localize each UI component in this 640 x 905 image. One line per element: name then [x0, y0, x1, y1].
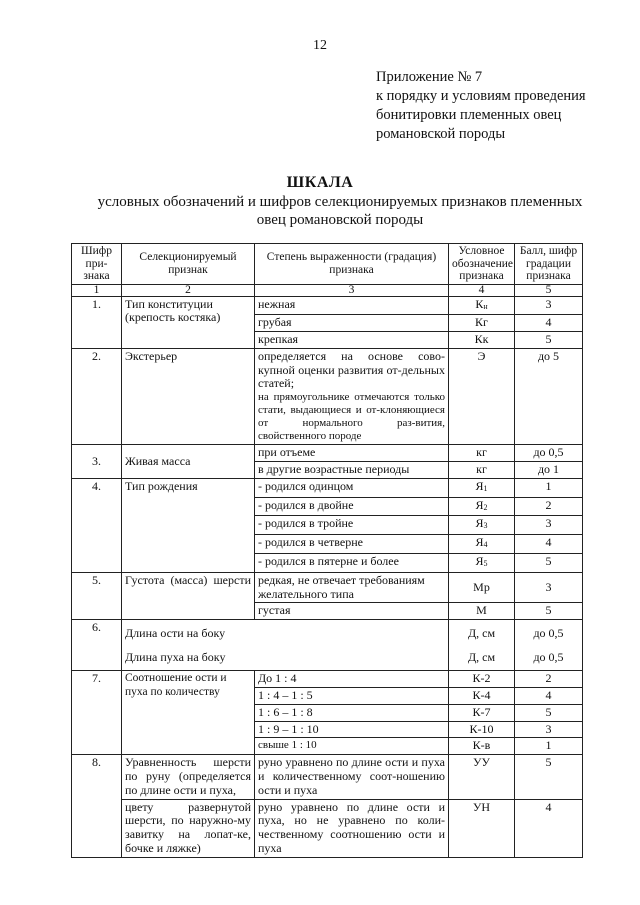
symbol-letter: К [475, 296, 484, 311]
row-symbol: Кк [449, 332, 515, 349]
column-number-row [72, 284, 583, 296]
row-trait: Живая масса [122, 445, 255, 479]
row-degree: редкая, не отвечает требованиям желательного типа [255, 572, 449, 603]
degree-text: на прямоугольнике отмечаются только стати, выдающиеся и от-клоняющиеся от нормального раз-вития, свойственного породе [258, 391, 445, 443]
subtitle-line: условных обозначений и шифров селекционируемых признаков племенных [97, 194, 583, 210]
row-degree: - родился одинцом [255, 478, 449, 497]
row-trait: Тип конституции (крепость костяка) [122, 296, 255, 348]
row-degree: при отъеме [255, 445, 449, 462]
row-score: 5 [515, 755, 583, 799]
symbol-letter: Я [475, 497, 484, 512]
score-text: до 0,5 [533, 650, 564, 665]
row-code: 8. [72, 755, 122, 858]
row-degree: 1 : 6 – 1 : 8 [255, 704, 449, 721]
score-text: до 0,5 [533, 626, 564, 641]
symbol-text: Д, см [467, 650, 496, 665]
row-degree: грубая [255, 315, 449, 332]
row-score: 5 [515, 332, 583, 349]
row-symbol: УУ [449, 755, 515, 799]
row-symbol: К-в [449, 738, 515, 755]
appendix-line: к порядку и условиям проведения [376, 88, 586, 104]
column-number: 4 [449, 284, 515, 296]
symbol-subscript: 1 [483, 483, 488, 493]
row-degree: До 1 : 4 [255, 671, 449, 688]
header-degree: Степень выраженности (градация) признака [255, 244, 449, 285]
row-symbol [449, 296, 515, 315]
table-row [72, 296, 583, 315]
appendix-line: Приложение № 7 [376, 69, 483, 85]
row-score: 5 [515, 704, 583, 721]
header-code: Шифр при-знака [72, 244, 122, 285]
degree-text: определяется на основе сово-купной оценки развития от-дельных статей; [258, 348, 445, 391]
column-number: 5 [515, 284, 583, 296]
row-degree: руно уравнено по длине ости и пуха, но не уравнено по коли-чественному соотношению ости и пуха [255, 799, 449, 857]
row-symbol: УН [449, 799, 515, 857]
symbol-letter: Я [475, 478, 484, 493]
row-score: 5 [515, 554, 583, 573]
row-degree: крепкая [255, 332, 449, 349]
table-row [72, 671, 583, 688]
column-number: 3 [255, 284, 449, 296]
column-number: 1 [72, 284, 122, 296]
row-trait: Густота (масса) шерсти [122, 572, 255, 619]
row-degree: свыше 1 : 10 [255, 738, 449, 755]
header-symbol: Условное обозначение признака [449, 244, 515, 285]
row-code: 3. [72, 445, 122, 479]
row-score: 3 [515, 721, 583, 738]
row-symbol: К-7 [449, 704, 515, 721]
row-symbol: К-4 [449, 688, 515, 705]
row-trait [122, 620, 449, 671]
row-degree: 1 : 9 – 1 : 10 [255, 721, 449, 738]
row-score: 1 [515, 738, 583, 755]
row-symbol: кг [449, 445, 515, 462]
symbol-subscript: 2 [483, 502, 488, 512]
row-score: 3 [515, 296, 583, 315]
row-trait: Соотношение ости и пуха по количеству [122, 671, 255, 755]
row-symbol [449, 535, 515, 554]
row-symbol: Кг [449, 315, 515, 332]
table-row [72, 348, 583, 444]
table-row [72, 620, 583, 671]
appendix-line: романовской породы [376, 126, 506, 142]
row-score: до 0,5 [515, 445, 583, 462]
appendix-block [376, 68, 626, 144]
table-row [72, 799, 583, 857]
symbol-letter: Я [475, 535, 484, 550]
row-trait: Тип рождения [122, 478, 255, 572]
row-trait: цвету развернутой шерсти, по наружно-му завитку на лопат-ке, бочке и ляжке) [122, 799, 255, 857]
subtitle-line: овец романовской породы [256, 212, 424, 228]
traits-table [71, 243, 583, 858]
row-code: 2. [72, 348, 122, 444]
symbol-letter: Я [475, 516, 484, 531]
row-score [515, 620, 583, 671]
row-code: 1. [72, 296, 122, 348]
row-degree: - родился в четверне [255, 535, 449, 554]
row-score: до 1 [515, 462, 583, 479]
row-score: 4 [515, 688, 583, 705]
row-degree: густая [255, 603, 449, 620]
row-score: 5 [515, 603, 583, 620]
row-score: 4 [515, 315, 583, 332]
row-code: 7. [72, 671, 122, 755]
symbol-text: Д, см [467, 626, 496, 641]
appendix-line: бонитировки племенных овец [376, 107, 562, 123]
row-degree: - родился в тройне [255, 516, 449, 535]
row-degree: - родился в пятерне и более [255, 554, 449, 573]
column-number: 2 [122, 284, 255, 296]
row-score: до 5 [515, 348, 583, 444]
row-symbol [449, 497, 515, 516]
row-score: 1 [515, 478, 583, 497]
symbol-subscript: 4 [483, 540, 488, 550]
symbol-subscript: 5 [483, 559, 488, 569]
row-degree: - родился в двойне [255, 497, 449, 516]
row-symbol: К-10 [449, 721, 515, 738]
row-symbol: кг [449, 462, 515, 479]
row-score: 3 [515, 572, 583, 603]
table-row [72, 572, 583, 603]
row-degree: руно уравнено по длине ости и пуха и количественному соот-ношению ости и пуха [255, 755, 449, 799]
trait-text: Длина ости на боку [125, 626, 226, 641]
row-degree: нежная [255, 296, 449, 315]
table-row [72, 755, 583, 799]
row-code: 5. [72, 572, 122, 619]
table-row [72, 478, 583, 497]
document-title: ШКАЛА [286, 174, 354, 191]
row-score: 3 [515, 516, 583, 535]
row-code: 6. [72, 620, 122, 671]
row-score: 2 [515, 497, 583, 516]
header-score: Балл, шифр градации признака [515, 244, 583, 285]
row-symbol [449, 478, 515, 497]
row-symbol [449, 516, 515, 535]
row-code: 4. [72, 478, 122, 572]
row-score: 4 [515, 535, 583, 554]
table-header-row [72, 244, 583, 285]
header-trait: Селекционируемый признак [122, 244, 255, 285]
row-degree [255, 348, 449, 444]
symbol-letter: Я [475, 554, 484, 569]
row-trait: Уравненность шерсти по руну (определяется по длине ости и пуха, [122, 755, 255, 799]
row-symbol [449, 620, 515, 671]
trait-text: Длина пуха на боку [125, 650, 226, 665]
document-subtitle [0, 193, 640, 229]
table-row [72, 445, 583, 462]
row-trait: Экстерьер [122, 348, 255, 444]
symbol-subscript: н [483, 301, 488, 311]
row-symbol: М [449, 603, 515, 620]
row-degree: 1 : 4 – 1 : 5 [255, 688, 449, 705]
row-symbol [449, 554, 515, 573]
symbol-subscript: 3 [483, 521, 488, 531]
row-score: 2 [515, 671, 583, 688]
row-symbol: Э [449, 348, 515, 444]
page-number: 12 [313, 38, 327, 53]
row-degree: в другие возрастные периоды [255, 462, 449, 479]
row-score: 4 [515, 799, 583, 857]
row-symbol: Мр [449, 572, 515, 603]
row-symbol: К-2 [449, 671, 515, 688]
